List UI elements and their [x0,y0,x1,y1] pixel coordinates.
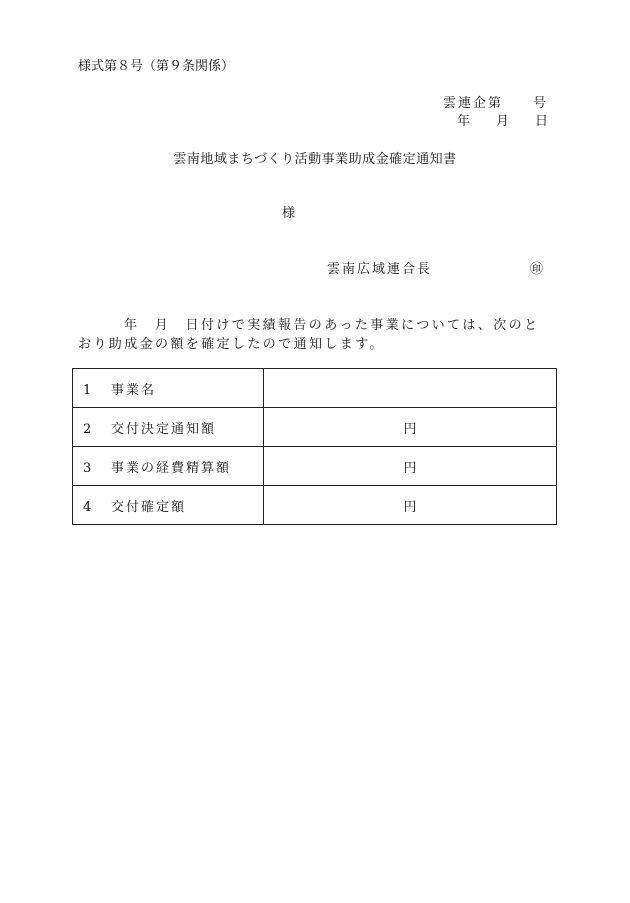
row-number: 1 [83,382,92,398]
row-value: 円 [264,408,557,447]
row-value: 円 [264,447,557,486]
form-id: 様式第８号（第９条関係） [78,59,235,74]
body-line-2: おり助成金の額を確定したので通知します。 [78,337,385,352]
table-row [73,447,557,486]
row-label-cell [73,369,264,408]
row-label: 交付確定額 [111,499,187,515]
row-number: 4 [83,499,92,515]
row-label-cell [73,408,264,447]
document-title: 雲南地域まちづくり活動事業助成金確定通知書 [173,152,457,167]
row-number: 2 [83,421,92,437]
row-number: 3 [83,460,92,476]
issuer-name: 雲南広域連合長 [327,262,433,277]
row-value [264,369,557,408]
table-row [73,486,557,525]
table-row [73,369,557,408]
body-line-1: 年 月 日付けで実績報告のあった事業については、次のと [124,318,540,333]
row-label-cell [73,447,264,486]
row-label-cell [73,486,264,525]
table-row [73,408,557,447]
details-table [72,368,557,525]
seal-mark: ㊞ [530,262,544,277]
row-label: 事業名 [111,382,157,398]
body-paragraph [78,316,552,354]
row-label: 事業の経費精算額 [111,460,232,476]
row-value: 円 [264,486,557,525]
document-date: 年 月 日 [456,114,548,129]
row-label: 交付決定通知額 [111,421,217,437]
addressee-suffix: 様 [282,206,296,221]
document-number: 雲連企第 号 [442,96,548,111]
